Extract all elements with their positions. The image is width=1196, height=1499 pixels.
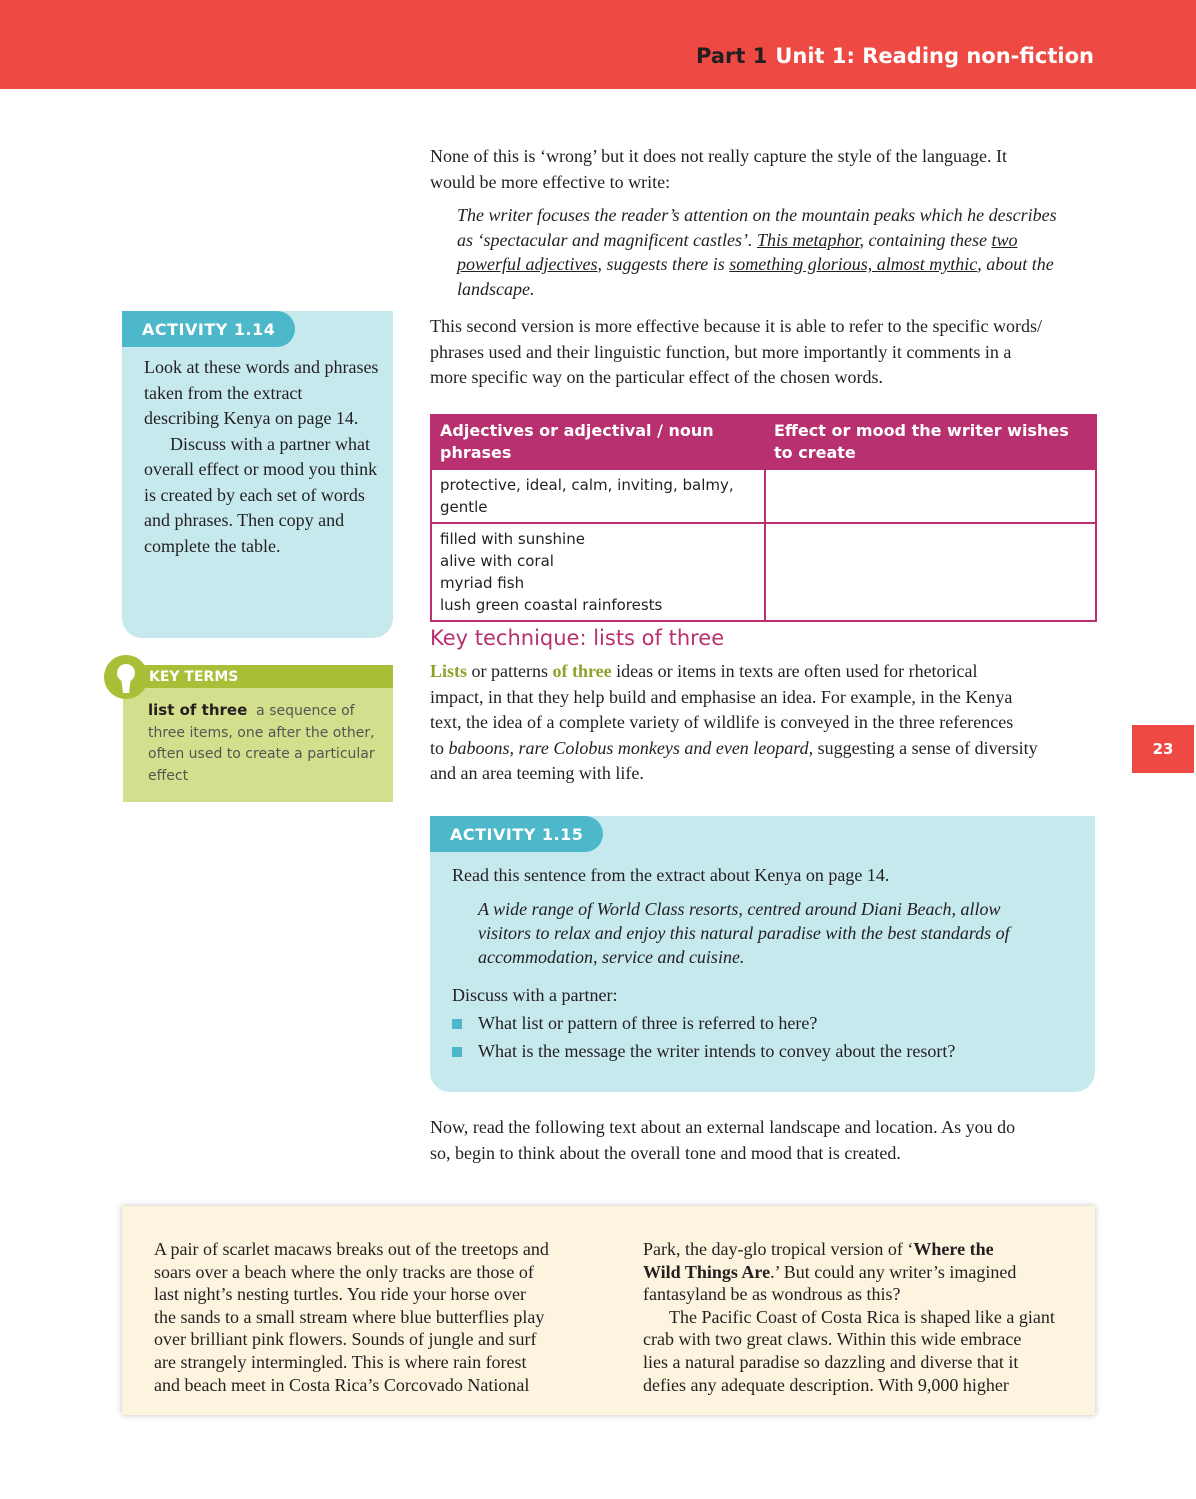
text-line: fantasyland be as wondrous as this? (643, 1284, 901, 1305)
phrase: alive with coral (440, 552, 554, 570)
text-line: more specific way on the particular effect of the chosen words. (430, 367, 883, 387)
text-line: None of this is ‘wrong’ but it does not really capture the style of the language. It (430, 146, 1008, 166)
keyhole-icon (104, 655, 148, 699)
key-term: list of three (148, 701, 248, 719)
activity-1-15-box (430, 816, 1095, 1092)
quote-line: landscape. (457, 278, 535, 299)
example-quote (457, 203, 1097, 301)
text-line: defies any adequate description. With 9,000 higher (643, 1374, 1009, 1395)
phrase: lush green coastal rainforests (440, 596, 663, 614)
text-line: and an area teeming with life. (430, 763, 644, 783)
table-row (431, 523, 1096, 621)
column-header: Adjectives or adjectival / noun phrases (431, 415, 765, 469)
bullet-square-icon (452, 1047, 462, 1057)
section-heading: Key technique: lists of three (430, 626, 725, 650)
key-term-definition (148, 700, 380, 787)
activity-1-14-text (144, 355, 380, 559)
list-item: What is the message the writer intends to convey about the resort? (452, 1039, 955, 1063)
adjectives-table (430, 414, 1097, 622)
activity-paragraph: Look at these words and phrases taken from the extract describing Kenya on page 14. (144, 357, 379, 428)
text-line: lies a natural paradise so dazzling and diverse that it (643, 1351, 1019, 1372)
page-header (0, 0, 1196, 89)
text-line: the sands to a small stream where blue butterflies play (154, 1306, 545, 1327)
text-line: Lists or patterns of three ideas or items in texts are often used for rhetorical (430, 661, 978, 681)
phrase: myriad fish (440, 574, 525, 592)
bullet-square-icon (452, 1019, 462, 1029)
now-read-paragraph (430, 1115, 1015, 1166)
phrase: filled with sunshine (440, 530, 585, 548)
text-line: Park, the day-glo tropical version of ‘Where the (643, 1239, 994, 1259)
text-line: last night’s nesting turtles. You ride your horse over (154, 1284, 526, 1305)
quote-line: visitors to relax and enjoy this natural paradise with the best standards of (478, 923, 1010, 943)
text-line: The Pacific Coast of Costa Rica is shaped like a giant (669, 1306, 1055, 1327)
key-terms-box (123, 665, 393, 802)
column-header: Effect or mood the writer wishes to create (765, 415, 1096, 469)
text-line: soars over a beach where the only tracks are those of (154, 1261, 534, 1282)
list-item: What list or pattern of three is referred to here? (452, 1011, 817, 1035)
second-version-paragraph (430, 314, 1042, 391)
text-line: Now, read the following text about an external landscape and location. As you do (430, 1117, 1016, 1137)
activity-quote (478, 897, 1068, 969)
table-cell-empty (765, 523, 1096, 621)
text-line: to baboons, rare Colobus monkeys and even leopard, suggesting a sense of diversity (430, 737, 1038, 758)
activity-paragraph: Discuss with a partner what overall effect or mood you think is created by each set of words and phrases. Then copy and complete the table. (144, 433, 378, 556)
discuss-prompt: Discuss with a partner: (452, 985, 618, 1005)
text-line: so, begin to think about the overall tone and mood that is created. (430, 1142, 901, 1163)
text-line: phrases used and their linguistic function, but more importantly it comments in a (430, 341, 1012, 362)
text-line: A pair of scarlet macaws breaks out of the treetops and (154, 1239, 549, 1259)
definition-text: a sequence of three items, one after the other, often used to create a particular effect (148, 703, 375, 784)
activity-label: ACTIVITY 1.14 (122, 311, 295, 347)
activity-1-14-box (122, 311, 393, 638)
quote-line: powerful adjectives, suggests there is something glorious, almost mythic, about the (457, 254, 1054, 275)
text-line: text, the idea of a complete variety of wildlife is conveyed in the three references (430, 712, 1014, 732)
table-cell: protective, ideal, calm, inviting, balmy, gentle (431, 469, 765, 523)
page-number: 23 (1132, 725, 1194, 773)
running-head (696, 44, 1094, 68)
table-row (431, 469, 1096, 523)
text-line: Wild Things Are.’ But could any writer’s imagined (643, 1261, 1017, 1282)
table-cell-empty (765, 469, 1096, 523)
text-line: impact, in that they help build and emphasise an idea. For example, in the Kenya (430, 686, 1013, 707)
key-technique-paragraph (430, 659, 1038, 787)
extract-box (122, 1206, 1095, 1415)
activity-intro: Read this sentence from the extract about Kenya on page 14. (452, 865, 890, 885)
quote-line: accommodation, service and cuisine. (478, 947, 745, 967)
text-line: over brilliant pink flowers. Sounds of jungle and surf (154, 1329, 537, 1350)
extract-right-column (643, 1238, 1073, 1396)
part-label: Part 1 (696, 44, 768, 68)
text-line: crab with two great claws. Within this wide embrace (643, 1329, 1022, 1350)
quote-line: The writer focuses the reader’s attention on the mountain peaks which he describes (457, 205, 1057, 225)
table-cell (431, 523, 765, 621)
table-header-row (431, 415, 1096, 469)
key-terms-label: KEY TERMS (123, 665, 393, 688)
unit-label: Unit 1: Reading non‑fiction (775, 44, 1094, 68)
intro-paragraph (430, 144, 1007, 195)
extract-left-column (154, 1238, 584, 1396)
text-line: would be more effective to write: (430, 171, 671, 192)
text-line: are strangely intermingled. This is where rain forest (154, 1351, 527, 1372)
quote-line: as ‘spectacular and magnificent castles’. This metaphor, containing these two (457, 229, 1018, 250)
text-line: This second version is more effective because it is able to refer to the specific words/ (430, 316, 1042, 336)
text-line: and beach meet in Costa Rica’s Corcovado National (154, 1374, 530, 1395)
activity-label: ACTIVITY 1.15 (430, 816, 603, 852)
quote-line: A wide range of World Class resorts, centred around Diani Beach, allow (478, 899, 1001, 919)
